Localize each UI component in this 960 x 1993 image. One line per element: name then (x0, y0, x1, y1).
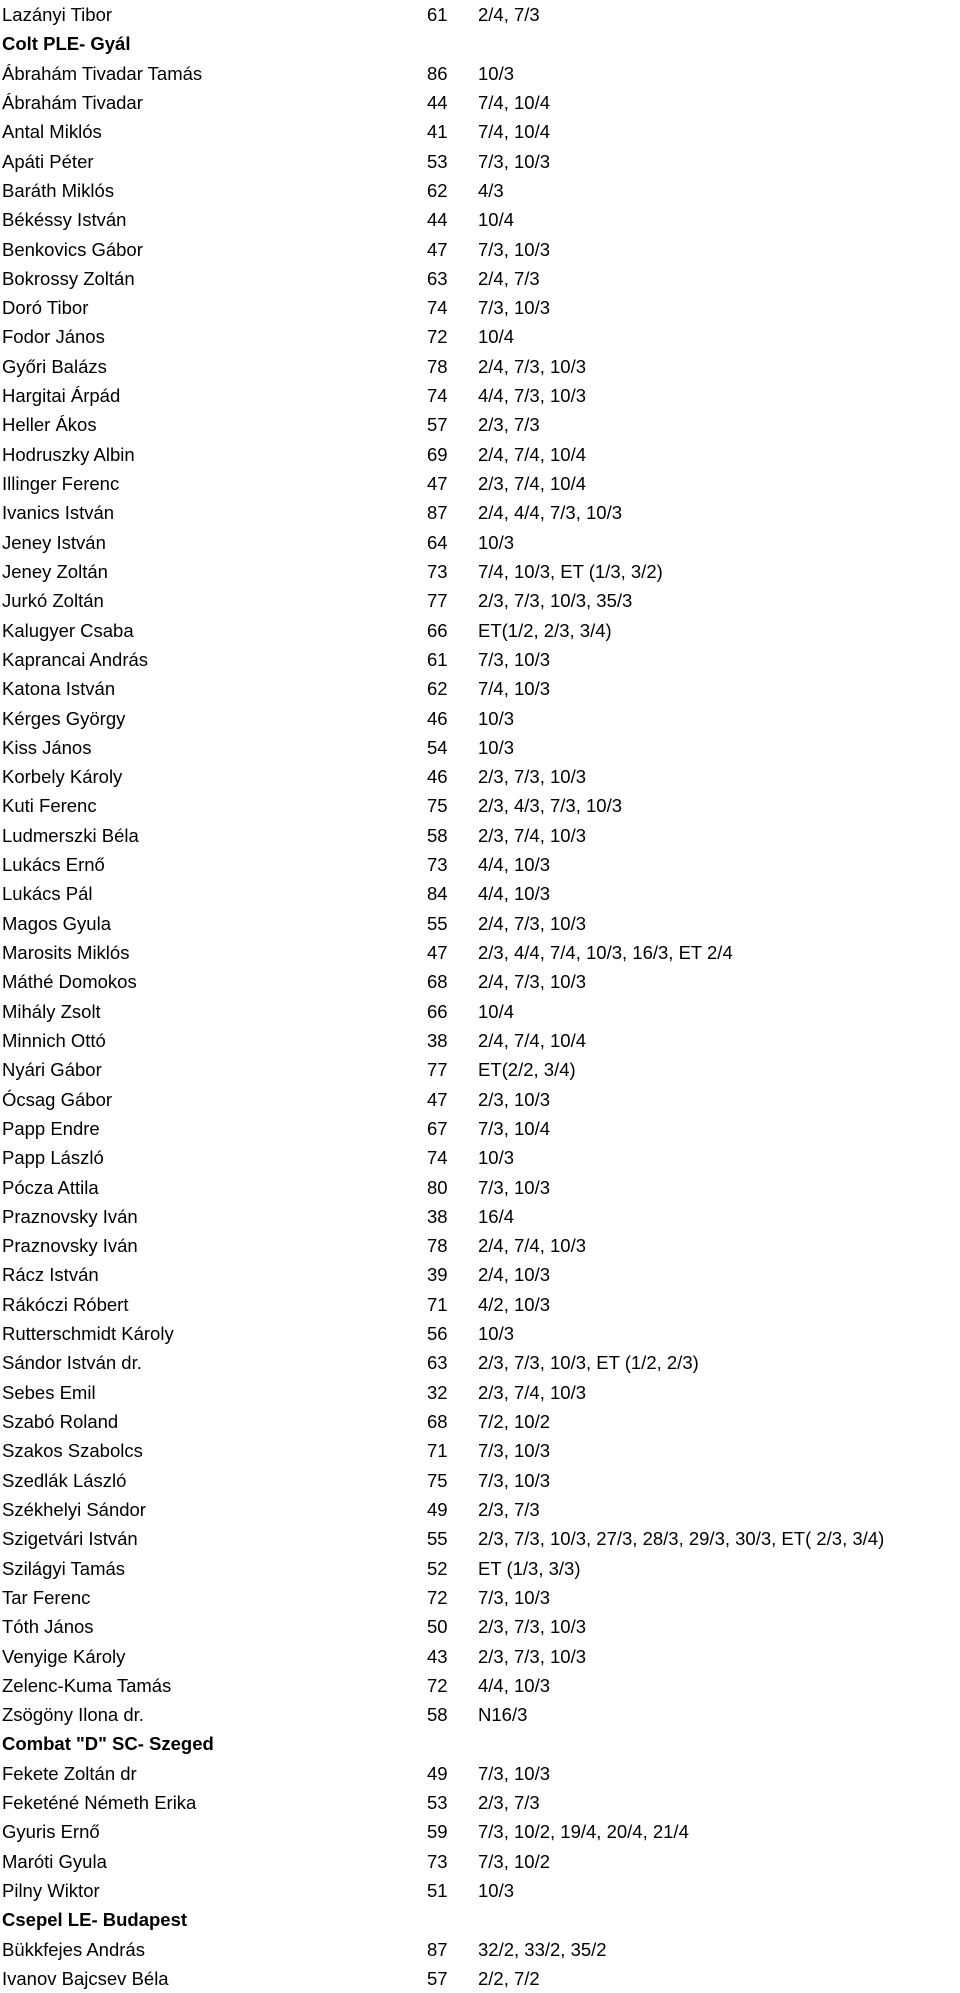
entry-name: Hargitai Árpád (2, 385, 121, 407)
entry-number: 53 (427, 1792, 448, 1814)
entry-number: 47 (427, 473, 448, 494)
entry-name: Tar Ferenc (2, 1586, 91, 1608)
entry-row (0, 1114, 960, 1143)
entry-row (0, 1671, 960, 1700)
entry-row (0, 733, 960, 762)
entry-info: 2/3, 7/3, 10/3, 35/3 (478, 590, 633, 612)
entry-number: 84 (427, 883, 448, 905)
entry-name: Kalugyer Csaba (2, 619, 134, 641)
entry-row (0, 997, 960, 1026)
entry-number: 58 (427, 824, 448, 846)
entry-row (0, 762, 960, 791)
entry-info: 7/3, 10/3 (478, 1762, 551, 1784)
entry-info: 10/4 (478, 1000, 515, 1022)
entry-number: 56 (427, 1323, 448, 1345)
entry-row (0, 1231, 960, 1260)
entry-number: 73 (427, 854, 448, 876)
entry-name: Illinger Ferenc (2, 473, 120, 494)
entry-name: Katona István (2, 678, 116, 700)
entry-row (0, 1290, 960, 1319)
entry-name: Sebes Emil (2, 1381, 96, 1403)
entry-number: 64 (427, 531, 448, 553)
entry-name: Lazányi Tibor (2, 4, 113, 25)
entry-name: Papp László (2, 1147, 104, 1169)
entry-name: Sándor István dr. (2, 1352, 142, 1374)
entry-info: 10/3 (478, 1880, 515, 1901)
entry-info: 2/3, 7/3 (478, 1792, 540, 1814)
entry-name: Ivanov Bajcsev Béla (2, 1967, 169, 1989)
entry-info: 2/4, 7/3 (478, 4, 540, 25)
entry-info: 7/3, 10/3 (478, 1469, 551, 1491)
entry-row (0, 498, 960, 527)
entry-name: Székhelyi Sándor (2, 1498, 146, 1520)
entry-row (0, 1055, 960, 1084)
entry-row (0, 1348, 960, 1377)
entry-name: Magos Gyula (2, 912, 111, 934)
entry-row (0, 645, 960, 674)
entry-name: Lukács Pál (2, 883, 93, 905)
entry-number: 39 (427, 1264, 448, 1286)
entry-info: 16/4 (478, 1205, 515, 1227)
entry-info: N16/3 (478, 1704, 528, 1726)
entry-number: 49 (427, 1762, 448, 1784)
entry-name: Ludmerszki Béla (2, 824, 139, 846)
entry-name: Apáti Péter (2, 150, 94, 172)
entry-number: 62 (427, 678, 448, 700)
entry-info: ET (1/3, 3/3) (478, 1557, 581, 1579)
club-heading (0, 1729, 960, 1758)
entry-row (0, 0, 960, 29)
entry-row (0, 1759, 960, 1788)
entry-info: 10/4 (478, 209, 515, 231)
entry-name: Jurkó Zoltán (2, 590, 104, 612)
entry-number: 66 (427, 1000, 448, 1022)
entry-name: Feketéné Németh Erika (2, 1792, 197, 1814)
club-name: Colt PLE- Gyál (2, 33, 131, 55)
entry-row (0, 1612, 960, 1641)
entry-name: Máthé Domokos (2, 971, 137, 993)
entry-info: 2/3, 7/3, 10/3, ET (1/2, 2/3) (478, 1352, 699, 1374)
entry-number: 51 (427, 1880, 448, 1901)
entry-info: 10/3 (478, 62, 515, 84)
entry-row (0, 616, 960, 645)
entry-number: 41 (427, 121, 448, 143)
entry-row (0, 1935, 960, 1964)
entry-row (0, 1143, 960, 1172)
entry-number: 44 (427, 209, 448, 231)
entry-name: Minnich Ottó (2, 1029, 106, 1051)
entry-info: 4/2, 10/3 (478, 1293, 551, 1315)
entry-row (0, 1817, 960, 1846)
entry-name: Fodor János (2, 326, 105, 348)
entry-row (0, 1788, 960, 1817)
entry-number: 52 (427, 1557, 448, 1579)
entry-row (0, 938, 960, 967)
entry-number: 38 (427, 1029, 448, 1051)
entry-number: 43 (427, 1645, 448, 1667)
entry-number: 47 (427, 1088, 448, 1110)
entry-number: 53 (427, 150, 448, 172)
entry-row (0, 117, 960, 146)
entry-info: 7/3, 10/3 (478, 1176, 551, 1198)
entry-number: 68 (427, 971, 448, 993)
entry-number: 78 (427, 1235, 448, 1257)
entry-row (0, 1583, 960, 1612)
entry-row (0, 674, 960, 703)
entry-info: 2/4, 7/3, 10/3 (478, 912, 587, 934)
entry-info: 2/3, 7/3, 10/3 (478, 766, 587, 788)
entry-row (0, 967, 960, 996)
entry-number: 77 (427, 1059, 448, 1081)
entry-row (0, 176, 960, 205)
entry-name: Antal Miklós (2, 121, 102, 143)
entry-info: 4/4, 10/3 (478, 883, 551, 905)
entry-info: 7/3, 10/3 (478, 1586, 551, 1608)
entry-number: 74 (427, 1147, 448, 1169)
entry-info: 7/4, 10/4 (478, 121, 551, 143)
entry-name: Maróti Gyula (2, 1850, 107, 1872)
entry-name: Korbely Károly (2, 766, 123, 788)
entry-name: Praznovsky Iván (2, 1235, 138, 1257)
entry-number: 78 (427, 355, 448, 377)
club-name: Combat "D" SC- Szeged (2, 1733, 214, 1755)
entry-name: Ócsag Gábor (2, 1088, 113, 1110)
entry-info: 7/2, 10/2 (478, 1411, 551, 1432)
entry-number: 74 (427, 297, 448, 319)
entry-name: Rutterschmidt Károly (2, 1323, 174, 1345)
entry-name: Marosits Miklós (2, 942, 130, 963)
entry-row (0, 1642, 960, 1671)
entry-name: Kuti Ferenc (2, 795, 97, 817)
entry-name: Pilny Wiktor (2, 1880, 100, 1901)
entry-info: 2/3, 7/4, 10/4 (478, 473, 587, 494)
entry-row (0, 264, 960, 293)
entry-info: 2/3, 7/3 (478, 414, 540, 436)
entry-name: Jeney István (2, 531, 106, 553)
entry-number: 49 (427, 1498, 448, 1520)
entry-row (0, 1436, 960, 1465)
entry-name: Fekete Zoltán dr (2, 1762, 137, 1784)
entry-name: Nyári Gábor (2, 1059, 102, 1081)
entry-number: 73 (427, 560, 448, 582)
entry-info: 7/3, 10/3 (478, 238, 551, 260)
entry-number: 77 (427, 590, 448, 612)
entry-info: 2/3, 7/4, 10/3 (478, 824, 587, 846)
entry-number: 80 (427, 1176, 448, 1198)
entry-row (0, 147, 960, 176)
entry-name: Szigetvári István (2, 1528, 138, 1550)
entry-number: 69 (427, 443, 448, 465)
entry-info: 7/3, 10/2 (478, 1850, 551, 1872)
entry-row (0, 1173, 960, 1202)
entry-name: Szedlák László (2, 1469, 127, 1491)
entry-info: 4/4, 10/3 (478, 854, 551, 876)
entry-info: 2/3, 7/3 (478, 1498, 540, 1520)
entry-info: 2/4, 4/4, 7/3, 10/3 (478, 502, 622, 524)
entry-number: 55 (427, 1528, 448, 1550)
entry-name: Győri Balázs (2, 355, 107, 377)
entry-row (0, 1524, 960, 1553)
entry-row (0, 1876, 960, 1905)
entry-number: 61 (427, 4, 448, 25)
entry-number: 44 (427, 91, 448, 113)
entry-row (0, 821, 960, 850)
entry-number: 57 (427, 414, 448, 436)
entry-row (0, 1319, 960, 1348)
entry-name: Zelenc-Kuma Tamás (2, 1674, 172, 1696)
entry-row (0, 704, 960, 733)
entry-number: 63 (427, 1352, 448, 1374)
entry-number: 72 (427, 1586, 448, 1608)
entry-info: 4/4, 10/3 (478, 1674, 551, 1696)
entry-number: 54 (427, 736, 448, 758)
entry-number: 47 (427, 238, 448, 260)
entry-name: Bükkfejes András (2, 1938, 145, 1960)
entry-info: 2/3, 7/4, 10/3 (478, 1381, 587, 1403)
entry-number: 47 (427, 942, 448, 963)
entry-number: 38 (427, 1205, 448, 1227)
entry-row (0, 235, 960, 264)
entry-info: 7/3, 10/3 (478, 648, 551, 670)
entry-number: 87 (427, 1938, 448, 1960)
entry-name: Jeney Zoltán (2, 560, 108, 582)
entry-number: 87 (427, 502, 448, 524)
entry-info: 4/4, 7/3, 10/3 (478, 385, 587, 407)
entry-info: 4/3 (478, 179, 504, 201)
entry-info: 7/3, 10/2, 19/4, 20/4, 21/4 (478, 1821, 689, 1843)
entry-number: 59 (427, 1821, 448, 1843)
entry-row (0, 1085, 960, 1114)
entry-info: 10/3 (478, 707, 515, 729)
entry-info: 2/3, 4/3, 7/3, 10/3 (478, 795, 622, 817)
entry-name: Rácz István (2, 1264, 99, 1286)
entry-number: 46 (427, 707, 448, 729)
entry-name: Bokrossy Zoltán (2, 267, 135, 289)
entry-row (0, 879, 960, 908)
entry-name: Ivanics István (2, 502, 115, 524)
entry-name: Gyuris Ernő (2, 1821, 100, 1843)
entry-number: 58 (427, 1704, 448, 1726)
entry-info: 7/4, 10/3, ET (1/3, 3/2) (478, 560, 663, 582)
entry-info: 2/4, 7/4, 10/3 (478, 1235, 587, 1257)
entry-info: ET(2/2, 3/4) (478, 1059, 576, 1081)
entry-row (0, 1407, 960, 1436)
entry-name: Zsögöny Ilona dr. (2, 1704, 144, 1726)
entry-row (0, 352, 960, 381)
entry-info: 7/4, 10/3 (478, 678, 551, 700)
entry-info: 2/4, 7/4, 10/4 (478, 1029, 587, 1051)
entry-name: Hodruszky Albin (2, 443, 135, 465)
entry-row (0, 791, 960, 820)
entry-name: Benkovics Gábor (2, 238, 143, 260)
entry-name: Szilágyi Tamás (2, 1557, 126, 1579)
entry-info: 2/4, 7/3, 10/3 (478, 355, 587, 377)
entry-info: 10/3 (478, 1323, 515, 1345)
entry-name: Doró Tibor (2, 297, 89, 319)
entry-row (0, 1964, 960, 1993)
entry-row (0, 410, 960, 439)
entry-name: Lukács Ernő (2, 854, 105, 876)
entry-info: 2/4, 10/3 (478, 1264, 551, 1286)
entry-info: 2/4, 7/4, 10/4 (478, 443, 587, 465)
entry-number: 67 (427, 1117, 448, 1139)
entry-number: 63 (427, 267, 448, 289)
entry-number: 32 (427, 1381, 448, 1403)
entry-name: Rákóczi Róbert (2, 1293, 129, 1315)
entry-name: Heller Ákos (2, 414, 97, 436)
entry-info: 7/4, 10/4 (478, 91, 551, 113)
entry-number: 73 (427, 1850, 448, 1872)
entry-info: 10/4 (478, 326, 515, 348)
entry-row (0, 528, 960, 557)
entry-info: 10/3 (478, 1147, 515, 1169)
entry-info: 2/4, 7/3 (478, 267, 540, 289)
entry-row (0, 293, 960, 322)
entry-number: 72 (427, 326, 448, 348)
entry-row (0, 1554, 960, 1583)
entry-info: 7/3, 10/3 (478, 297, 551, 319)
entry-info: 2/3, 7/3, 10/3, 27/3, 28/3, 29/3, 30/3, ET( 2/3, 3/4) (478, 1528, 885, 1550)
entry-name: Venyige Károly (2, 1645, 126, 1667)
entry-info: 2/4, 7/3, 10/3 (478, 971, 587, 993)
entry-info: 2/3, 7/3, 10/3 (478, 1645, 587, 1667)
entry-name: Kaprancai András (2, 648, 149, 670)
entry-info: 7/3, 10/3 (478, 150, 551, 172)
entry-info: ET(1/2, 2/3, 3/4) (478, 619, 612, 641)
entry-row (0, 1202, 960, 1231)
entry-row (0, 469, 960, 498)
entry-row (0, 381, 960, 410)
entry-number: 68 (427, 1411, 448, 1432)
entry-name: Papp Endre (2, 1117, 100, 1139)
entry-name: Tóth János (2, 1616, 94, 1638)
entry-number: 46 (427, 766, 448, 788)
entry-name: Baráth Miklós (2, 179, 115, 201)
entry-row (0, 1026, 960, 1055)
entry-row (0, 1466, 960, 1495)
entry-number: 55 (427, 912, 448, 934)
entry-name: Mihály Zsolt (2, 1000, 101, 1022)
entry-number: 57 (427, 1967, 448, 1989)
entry-row (0, 1260, 960, 1289)
entry-name: Szabó Roland (2, 1411, 119, 1432)
entry-row (0, 909, 960, 938)
club-name: Csepel LE- Budapest (2, 1909, 188, 1931)
entry-row (0, 557, 960, 586)
entry-name: Ábrahám Tivadar Tamás (2, 62, 203, 84)
entry-info: 10/3 (478, 531, 515, 553)
entry-info: 2/3, 4/4, 7/4, 10/3, 16/3, ET 2/4 (478, 942, 733, 963)
entry-row (0, 586, 960, 615)
club-heading (0, 1905, 960, 1934)
entry-row (0, 1700, 960, 1729)
entry-row (0, 1495, 960, 1524)
entry-name: Szakos Szabolcs (2, 1440, 143, 1462)
entry-info: 10/3 (478, 736, 515, 758)
entry-info: 7/3, 10/3 (478, 1440, 551, 1462)
entry-number: 86 (427, 62, 448, 84)
entry-row (0, 850, 960, 879)
entry-name: Békéssy István (2, 209, 127, 231)
entry-info: 32/2, 33/2, 35/2 (478, 1938, 607, 1960)
entry-number: 75 (427, 795, 448, 817)
club-heading (0, 29, 960, 58)
entry-row (0, 440, 960, 469)
entry-name: Praznovsky Iván (2, 1205, 138, 1227)
entry-row (0, 1847, 960, 1876)
entry-name: Kiss János (2, 736, 92, 758)
entry-info: 2/2, 7/2 (478, 1967, 540, 1989)
entry-row (0, 1378, 960, 1407)
entry-row (0, 59, 960, 88)
entry-name: Ábrahám Tivadar (2, 91, 143, 113)
entry-number: 75 (427, 1469, 448, 1491)
entry-name: Pócza Attila (2, 1176, 99, 1198)
entry-number: 72 (427, 1674, 448, 1696)
entry-info: 2/3, 7/3, 10/3 (478, 1616, 587, 1638)
entry-row (0, 322, 960, 351)
entry-row (0, 88, 960, 117)
entry-name: Kérges György (2, 707, 126, 729)
entry-number: 62 (427, 179, 448, 201)
entry-number: 66 (427, 619, 448, 641)
entry-number: 71 (427, 1293, 448, 1315)
entry-number: 74 (427, 385, 448, 407)
entry-number: 50 (427, 1616, 448, 1638)
entry-info: 7/3, 10/4 (478, 1117, 551, 1139)
entry-number: 61 (427, 648, 448, 670)
entry-number: 71 (427, 1440, 448, 1462)
entry-info: 2/3, 10/3 (478, 1088, 551, 1110)
entry-row (0, 205, 960, 234)
